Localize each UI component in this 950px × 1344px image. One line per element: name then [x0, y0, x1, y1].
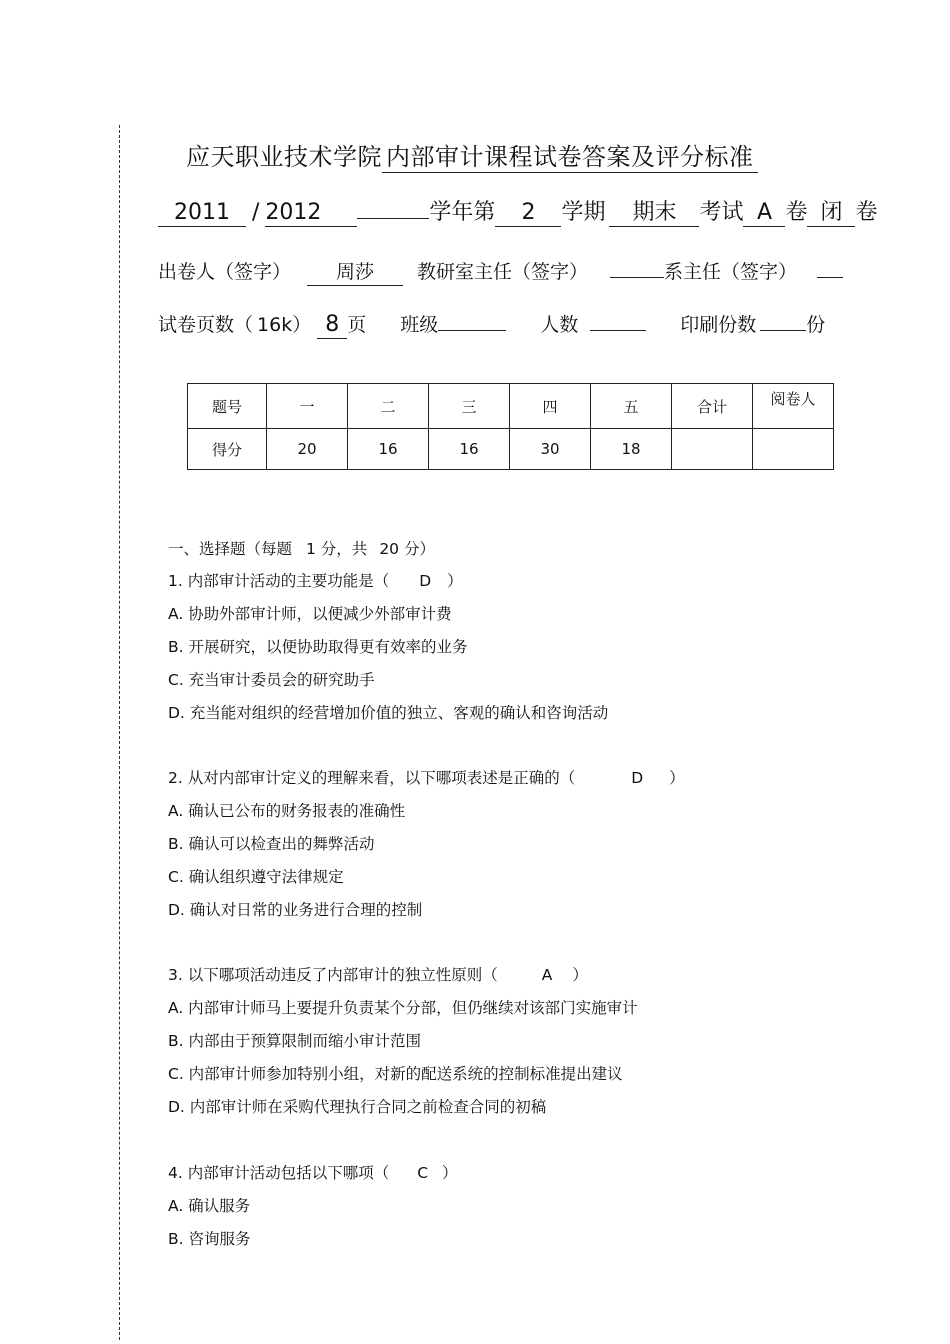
option-item: B. 咨询服务 — [168, 1230, 251, 1248]
option-item: D. 确认对日常的业务进行合理的控制 — [168, 901, 423, 919]
option-item: C. 内部审计师参加特别小组，对新的配送系统的控制标准提出建议 — [168, 1065, 623, 1083]
year-start: 2011 — [158, 200, 246, 227]
school-name: 应天职业技术学院 — [186, 143, 382, 171]
dept-signature — [817, 277, 843, 278]
question-stem: 4. 内部审计活动包括以下哪项（ C ） — [168, 1164, 458, 1182]
header-cell: 阅卷人 — [753, 384, 834, 429]
exam-suffix: 考试 — [699, 200, 744, 225]
score-table-row — [188, 429, 834, 470]
option-item: D. 充当能对组织的经营增加价值的独立、客观的确认和咨询活动 — [168, 704, 609, 722]
author-label: 出卷人（签字） — [158, 261, 292, 283]
year-suffix: 学年第 — [429, 200, 496, 225]
header-cell: 二 — [348, 384, 429, 429]
header-cell: 四 — [510, 384, 591, 429]
page-title — [186, 137, 758, 173]
score-cell: 20 — [267, 429, 348, 470]
score-cell: 18 — [591, 429, 672, 470]
closed-suffix: 卷 — [855, 200, 878, 225]
option-item: C. 确认组织遵守法律规定 — [168, 868, 344, 886]
paper-suffix: 卷 — [785, 200, 808, 225]
option-item: B. 开展研究，以便协助取得更有效率的业务 — [168, 638, 468, 656]
print-label: 印刷份数 — [680, 314, 757, 336]
director-signature — [610, 277, 664, 278]
header-cell: 题号 — [188, 384, 267, 429]
question-stem: 3. 以下哪项活动违反了内部审计的独立性原则（ A ） — [168, 966, 588, 984]
answer-value: A — [541, 966, 553, 984]
class-label: 班级 — [400, 314, 439, 336]
option-item: A. 确认服务 — [168, 1197, 251, 1215]
option-item: C. 充当审计委员会的研究助手 — [168, 671, 375, 689]
year-slash: / — [252, 200, 260, 225]
print-suffix: 份 — [806, 314, 826, 336]
course-title: 内部审计课程试卷答案及评分标准 — [382, 142, 758, 173]
semester-value: 2 — [495, 200, 561, 227]
question-stem: 2. 从对内部审计定义的理解来看，以下哪项表述是正确的（ D ） — [168, 769, 685, 787]
people-blank — [590, 330, 646, 331]
closed-value: 闭 — [807, 200, 855, 227]
signature-row — [158, 257, 843, 286]
dept-label: 系主任（签字） — [664, 261, 798, 283]
author-signature: 周莎 — [307, 259, 403, 286]
pages-value: 8 — [317, 312, 347, 339]
score-table — [187, 383, 834, 470]
answer-value: C — [417, 1164, 429, 1182]
pages-suffix: 页 — [347, 314, 367, 336]
row-label-cell: 得分 — [188, 429, 267, 470]
binding-margin-line — [119, 125, 120, 1340]
header-cell: 一 — [267, 384, 348, 429]
option-item: A. 确认已公布的财务报表的准确性 — [168, 802, 406, 820]
score-cell: 16 — [348, 429, 429, 470]
print-blank — [760, 330, 806, 331]
score-cell — [672, 429, 753, 470]
option-item: A. 内部审计师马上要提升负责某个分部，但仍继续对该部门实施审计 — [168, 999, 638, 1017]
director-label: 教研室主任（签字） — [417, 261, 589, 283]
people-label: 人数 — [540, 314, 579, 336]
option-item: B. 内部由于预算限制而缩小审计范围 — [168, 1032, 421, 1050]
score-cell: 16 — [429, 429, 510, 470]
score-table-header — [188, 384, 834, 429]
header-cell: 三 — [429, 384, 510, 429]
year-end: 2012 — [265, 200, 357, 227]
paper-value: A — [743, 200, 785, 227]
exam-info-row — [158, 195, 878, 227]
pages-label: 试卷页数（ — [158, 314, 254, 336]
option-item: A. 协助外部审计师，以便减少外部审计费 — [168, 605, 452, 623]
header-cell: 合计 — [672, 384, 753, 429]
section-heading: 一、选择题（每题 1 分，共 20 分） — [168, 540, 435, 558]
answer-value: D — [419, 572, 432, 590]
option-item: D. 内部审计师在采购代理执行合同之前检查合同的初稿 — [168, 1098, 547, 1116]
class-blank — [438, 330, 506, 331]
semester-suffix: 学期 — [561, 200, 606, 225]
blank-fill — [357, 218, 429, 219]
option-item: B. 确认可以检查出的舞弊活动 — [168, 835, 375, 853]
exam-type-value: 期末 — [609, 200, 699, 227]
score-cell: 30 — [510, 429, 591, 470]
header-cell: 五 — [591, 384, 672, 429]
score-cell — [753, 429, 834, 470]
pages-format: 16k） — [257, 314, 312, 336]
question-stem: 1. 内部审计活动的主要功能是（ D ） — [168, 572, 463, 590]
answer-value: D — [631, 769, 644, 787]
print-info-row — [158, 310, 825, 339]
